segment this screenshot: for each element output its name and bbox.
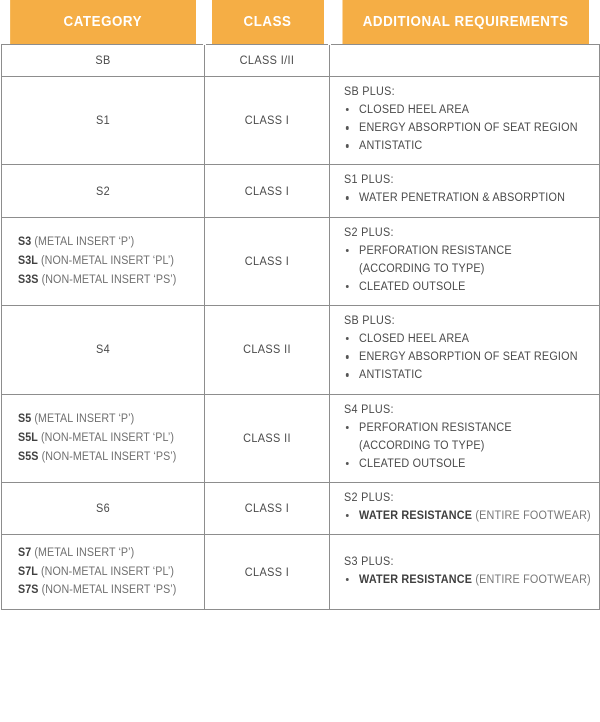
table-row: [2, 217, 600, 305]
requirements-block: [330, 395, 599, 482]
column-header-class: CLASS: [210, 0, 325, 45]
requirements-heading: SB PLUS:: [344, 315, 395, 328]
column-header-category: CATEGORY: [10, 0, 197, 45]
category-variant-line: [18, 233, 185, 252]
requirement-text: CLOSED HEEL AREA: [359, 333, 470, 346]
cell-class: [205, 535, 330, 610]
requirements-heading: S3 PLUS:: [344, 555, 394, 568]
requirements-block: [330, 52, 599, 70]
requirement-text: WATER RESISTANCE: [359, 510, 473, 523]
category-variant-line: [18, 544, 185, 563]
requirement-item: [344, 278, 576, 296]
category-code: S3S: [18, 273, 39, 286]
requirements-block: [330, 77, 599, 164]
requirement-text: CLOSED HEEL AREA: [359, 104, 470, 116]
cell-additional-requirements: [330, 165, 600, 217]
requirement-item: [344, 189, 576, 207]
bullet-icon: [346, 196, 349, 199]
bullet-icon: [346, 108, 349, 111]
cell-additional-requirements: [330, 535, 600, 610]
requirement-qualifier: (ENTIRE FOOTWEAR): [472, 573, 591, 586]
column-header-additional-requirements: ADDITIONAL REQUIREMENTS: [340, 0, 588, 45]
category-insert-note: (NON-METAL INSERT ‘PS’): [38, 584, 177, 597]
category-variant-line: [18, 563, 185, 582]
requirement-item: [344, 455, 576, 473]
cell-category: [2, 45, 205, 77]
requirement-item: [344, 330, 576, 348]
class-label: CLASS I: [244, 565, 290, 579]
category-insert-note: (NON-METAL INSERT ‘PS’): [38, 450, 177, 463]
cell-additional-requirements: [330, 394, 600, 482]
category-variant-line: [18, 271, 185, 290]
category-variant-line: [18, 252, 185, 271]
category-variant-line: [18, 581, 185, 600]
safety-footwear-spec-table: [1, 0, 600, 610]
cell-class: [205, 77, 330, 165]
category-code: S7S: [18, 584, 39, 597]
category-label: SB: [95, 54, 111, 67]
class-label: CLASS I: [244, 502, 290, 516]
category-code: S3L: [18, 255, 38, 268]
cell-category: [2, 77, 205, 165]
requirement-text: ANTISTATIC: [359, 369, 423, 382]
category-variant-line: [18, 410, 185, 429]
category-variant-line: [18, 448, 185, 467]
requirements-list: [344, 507, 591, 525]
category-insert-note: (NON-METAL INSERT ‘PS’): [38, 273, 177, 286]
cell-category: [2, 535, 205, 610]
category-insert-note: (NON-METAL INSERT ‘PL’): [37, 431, 175, 444]
requirements-heading: S2 PLUS:: [344, 492, 394, 505]
cell-additional-requirements: [330, 306, 600, 394]
requirement-text: PERFORATION RESISTANCE: [359, 421, 512, 434]
cell-category: [2, 217, 205, 305]
requirements-block: [330, 483, 599, 534]
cell-category: [2, 394, 205, 482]
category-insert-note: (NON-METAL INSERT ‘PL’): [37, 255, 175, 268]
cell-category: [2, 483, 205, 535]
requirement-item: [344, 137, 576, 155]
category-variant-line: [18, 429, 185, 448]
bullet-icon: [346, 337, 349, 340]
requirement-qualifier: (ENTIRE FOOTWEAR): [472, 510, 591, 523]
category-variant-list: [2, 535, 204, 609]
class-label: CLASS II: [243, 343, 291, 357]
requirement-text: WATER PENETRATION & ABSORPTION: [359, 192, 566, 205]
requirement-text: ENERGY ABSORPTION OF SEAT REGION: [359, 122, 578, 135]
class-label: CLASS I: [244, 184, 290, 198]
requirement-item: [344, 101, 576, 119]
category-code: S3: [18, 236, 32, 249]
cell-additional-requirements: [330, 77, 600, 165]
requirement-continuation: (ACCORDING TO TYPE): [359, 439, 485, 452]
cell-class: [205, 483, 330, 535]
requirements-list: [344, 419, 591, 473]
cell-class: [205, 306, 330, 394]
requirements-list: [344, 571, 591, 589]
table-body: [2, 45, 600, 610]
requirement-item: [344, 119, 576, 137]
category-variant-list: [2, 401, 204, 475]
requirements-list: [344, 189, 591, 207]
requirement-item: [344, 507, 591, 525]
cell-additional-requirements: [330, 217, 600, 305]
table-header: [2, 0, 600, 45]
category-code: S5L: [18, 431, 38, 444]
requirements-heading: S2 PLUS:: [344, 226, 394, 239]
cell-class: [205, 394, 330, 482]
table-row: [2, 165, 600, 217]
bullet-icon: [346, 514, 349, 517]
cell-class: [205, 45, 330, 77]
table-row: [2, 483, 600, 535]
requirement-item: [344, 419, 576, 455]
requirement-text: WATER RESISTANCE: [359, 573, 473, 586]
table-header-row: [2, 0, 600, 45]
category-label: S4: [96, 343, 110, 357]
requirements-block: [330, 306, 599, 393]
requirement-item: [344, 366, 576, 384]
category-insert-note: (METAL INSERT ‘P’): [31, 413, 135, 426]
cell-category: [2, 165, 205, 217]
requirement-text: ENERGY ABSORPTION OF SEAT REGION: [359, 351, 578, 364]
bullet-icon: [346, 355, 349, 358]
requirements-block: [330, 165, 599, 216]
bullet-icon: [346, 426, 349, 429]
table-row: [2, 306, 600, 394]
class-label: CLASS I: [244, 254, 290, 268]
cell-class: [205, 165, 330, 217]
requirement-text: ANTISTATIC: [359, 140, 423, 153]
requirements-heading: S1 PLUS:: [344, 174, 394, 187]
category-label: S2: [96, 184, 110, 198]
category-code: S7L: [18, 565, 38, 578]
requirements-block: [330, 547, 599, 598]
bullet-icon: [346, 249, 349, 252]
cell-class: [205, 217, 330, 305]
requirement-text: PERFORATION RESISTANCE: [359, 244, 512, 257]
category-insert-note: (NON-METAL INSERT ‘PL’): [37, 565, 175, 578]
requirements-list: [344, 242, 591, 296]
category-insert-note: (METAL INSERT ‘P’): [31, 236, 135, 249]
requirement-text: CLEATED OUTSOLE: [359, 280, 466, 293]
class-label: CLASS II: [243, 431, 291, 445]
requirements-heading: S4 PLUS:: [344, 403, 394, 416]
table-row: [2, 45, 600, 77]
table-row: [2, 394, 600, 482]
bullet-icon: [346, 462, 349, 465]
requirement-continuation: (ACCORDING TO TYPE): [359, 262, 485, 275]
requirements-list: [344, 101, 591, 155]
bullet-icon: [346, 144, 349, 147]
cell-additional-requirements: [330, 45, 600, 77]
category-label: S1: [96, 114, 110, 128]
category-code: S7: [18, 547, 32, 560]
requirement-item: [344, 348, 576, 366]
requirement-item: [344, 571, 591, 589]
bullet-icon: [346, 126, 349, 129]
category-code: S5: [18, 413, 32, 426]
bullet-icon: [346, 285, 349, 288]
category-variant-list: [2, 224, 204, 298]
bullet-icon: [346, 373, 349, 376]
requirements-list: [344, 330, 591, 384]
requirements-heading: SB PLUS:: [344, 86, 395, 98]
category-code: S5S: [18, 450, 39, 463]
cell-additional-requirements: [330, 483, 600, 535]
category-insert-note: (METAL INSERT ‘P’): [31, 547, 135, 560]
category-label: S6: [96, 502, 110, 516]
table-row: [2, 77, 600, 165]
class-label: CLASS I: [244, 114, 290, 128]
bullet-icon: [346, 578, 349, 581]
table-row: [2, 535, 600, 610]
class-label: CLASS I/II: [239, 54, 295, 67]
requirement-text: CLEATED OUTSOLE: [359, 457, 466, 470]
cell-category: [2, 306, 205, 394]
requirement-item: [344, 242, 576, 278]
requirements-block: [330, 218, 599, 305]
